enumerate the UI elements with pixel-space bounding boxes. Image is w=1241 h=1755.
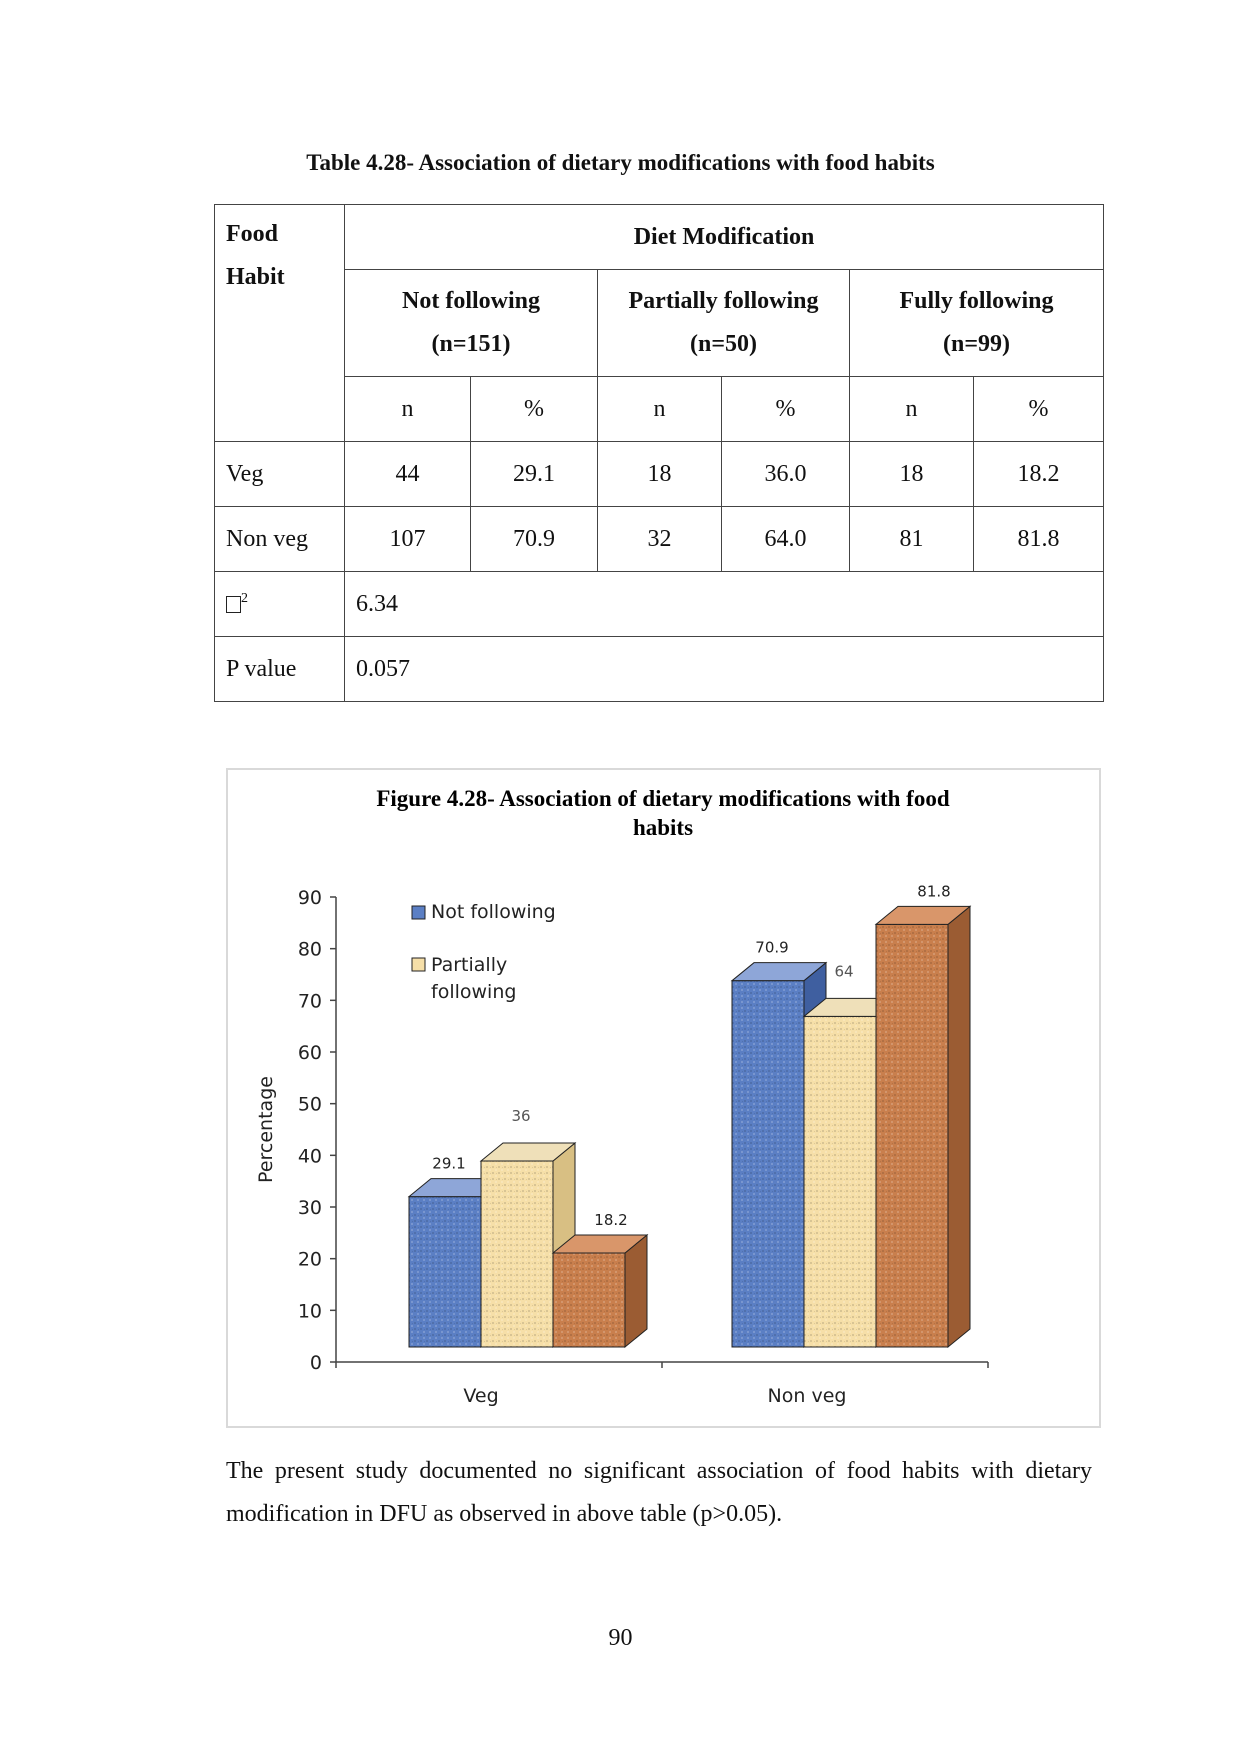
bar-texture — [409, 1197, 481, 1347]
subheader-n: n — [345, 377, 471, 442]
group-header-not-following: Not following (n=151) — [345, 270, 598, 377]
legend-label: Not following — [431, 901, 556, 923]
body-paragraph: The present study documented no significant association of food habits with dietary modification in DFU as observed in above table (p>0.05). — [226, 1458, 1092, 1527]
association-table — [214, 204, 1104, 702]
bar-texture — [553, 1253, 625, 1347]
page-number: 90 — [608, 1625, 633, 1651]
row-label: Non veg — [215, 507, 345, 572]
y-tick-label: 60 — [297, 1042, 322, 1064]
bar-texture — [804, 1016, 876, 1347]
y-tick-label: 0 — [309, 1352, 322, 1374]
y-tick-label: 40 — [297, 1145, 322, 1168]
data-label: 81.8 — [917, 882, 951, 901]
group-header-fully-following: Fully following (n=99) — [850, 270, 1104, 377]
bar-side — [625, 1235, 647, 1347]
food-habit-header: Food Habit — [215, 205, 345, 442]
table-cell: 64.0 — [722, 507, 850, 572]
subheader-pct: % — [722, 377, 850, 442]
y-tick-label: 90 — [297, 887, 322, 909]
figure-box — [226, 768, 1101, 1428]
chi-square-value: 6.34 — [345, 572, 1104, 637]
data-label: 29.1 — [432, 1154, 466, 1173]
y-tick-label: 20 — [297, 1248, 322, 1271]
table-row — [215, 442, 1104, 507]
table-cell: 70.9 — [471, 507, 598, 572]
subheader-pct: % — [974, 377, 1104, 442]
group-header-partially-following: Partially following (n=50) — [598, 270, 850, 377]
y-tick-label: 50 — [297, 1093, 322, 1116]
table-cell: 107 — [345, 507, 471, 572]
legend-label: following — [431, 981, 517, 1003]
table-cell: 32 — [598, 507, 722, 572]
bar-texture — [876, 924, 948, 1347]
subheader-n: n — [598, 377, 722, 442]
legend-swatch-partially-following — [412, 958, 425, 971]
bar — [553, 1235, 647, 1347]
table-cell: 44 — [345, 442, 471, 507]
table-row — [215, 572, 1104, 637]
bar-texture — [481, 1161, 553, 1347]
data-label: 36 — [511, 1107, 531, 1125]
table-cell: 81 — [850, 507, 974, 572]
data-label: 70.9 — [755, 938, 789, 957]
y-tick-label: 70 — [297, 990, 322, 1013]
table-cell: 36.0 — [722, 442, 850, 507]
table-caption: Table 4.28- Association of dietary modifications with food habits — [306, 150, 935, 175]
table-row — [215, 637, 1104, 702]
subheader-n: n — [850, 377, 974, 442]
bar-side — [948, 906, 970, 1347]
bar-chart — [228, 770, 1103, 1430]
y-tick-label: 80 — [297, 938, 322, 961]
table-row — [215, 507, 1104, 572]
chi-square-label: 2 — [215, 572, 345, 637]
p-value: 0.057 — [345, 637, 1104, 702]
subheader-pct: % — [471, 377, 598, 442]
bar — [876, 906, 970, 1347]
row-label: Veg — [215, 442, 345, 507]
table-cell: 18.2 — [974, 442, 1104, 507]
y-axis-label: Percentage — [255, 1076, 277, 1183]
legend-swatch-not-following — [412, 906, 425, 919]
data-label: 64 — [834, 962, 854, 981]
p-value-label: P value — [215, 637, 345, 702]
bar-texture — [732, 981, 804, 1347]
y-tick-label: 30 — [297, 1197, 322, 1219]
chart-title-line-1: Figure 4.28- Association of dietary modifications with food — [376, 786, 950, 811]
x-tick-label: Veg — [463, 1385, 499, 1407]
data-label: 18.2 — [594, 1210, 628, 1229]
y-tick-label: 10 — [297, 1300, 322, 1323]
table-cell: 18 — [850, 442, 974, 507]
table-cell: 18 — [598, 442, 722, 507]
table-cell: 29.1 — [471, 442, 598, 507]
legend-label: Partially — [431, 954, 508, 976]
table-cell: 81.8 — [974, 507, 1104, 572]
chart-title-line-2: habits — [632, 815, 694, 840]
x-tick-label: Non veg — [767, 1385, 847, 1407]
chi-symbol-placeholder — [226, 596, 241, 613]
diet-modification-header: Diet Modification — [345, 205, 1104, 270]
